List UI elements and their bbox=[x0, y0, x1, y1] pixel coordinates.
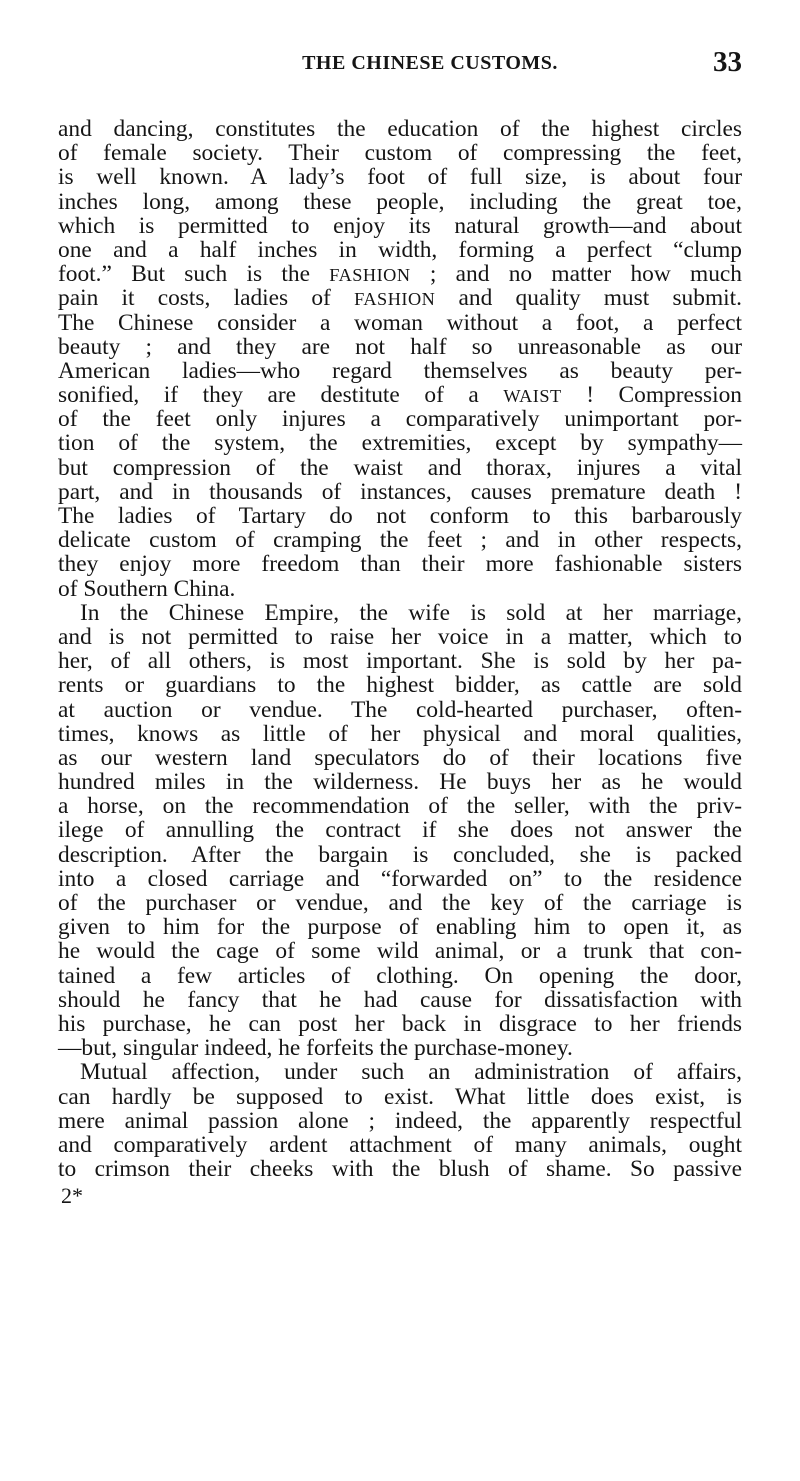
text-line: of the purchaser or vendue, and the key of the carriage is bbox=[58, 890, 742, 916]
text-line: hundred miles in the wilderness. He buys her as he would bbox=[58, 769, 742, 796]
text-line: a horse, on the recommendation of the seller, with the priv- bbox=[58, 793, 742, 820]
text-line: one and a half inches in width, forming a perfect “clump bbox=[58, 236, 742, 263]
text-line: times, knows as little of her physical and moral qualities, bbox=[58, 720, 742, 747]
text-line: part, and in thousands of instances, causes premature death ! bbox=[58, 478, 742, 505]
text-line: —but, singular indeed, he forfeits the purchase-money. bbox=[58, 1035, 573, 1062]
text-line: inches long, among these people, including the great toe, bbox=[58, 188, 742, 215]
text-line: Mutual affection, under such an administration of affairs, bbox=[80, 1059, 742, 1086]
text-line: should he fancy that he had cause for dissatisfaction with bbox=[58, 986, 742, 1013]
text-line: delicate custom of cramping the feet ; and in other respects, bbox=[58, 527, 742, 554]
text-line: ilege of annulling the contract if she does not answer the bbox=[58, 817, 742, 844]
text-line: her, of all others, is most important. She is sold by her pa- bbox=[58, 648, 742, 675]
text-line: can hardly be supposed to exist. What little does exist, is bbox=[58, 1083, 742, 1110]
text-line: of female society. Their custom of compressing the feet, bbox=[58, 140, 742, 167]
text-line: to crimson their cheeks with the blush of shame. So passive bbox=[58, 1156, 742, 1183]
text-line: American ladies—who regard themselves as beauty per- bbox=[58, 357, 742, 384]
text-line: at auction or vendue. The cold-hearted purchaser, often- bbox=[58, 696, 742, 723]
text-line: and dancing, constitutes the education of the highest circles bbox=[58, 116, 742, 142]
text-line: as our western land speculators do of their locations five bbox=[58, 744, 742, 771]
text-line: In the Chinese Empire, the wife is sold at her marriage, bbox=[80, 599, 742, 626]
text-line: is well known. A lady’s foot of full size, is about four bbox=[58, 164, 742, 191]
text-line: which is permitted to enjoy its natural growth—and about bbox=[58, 212, 742, 239]
text-line: tion of the system, the extremities, except by sympathy— bbox=[58, 430, 742, 457]
text-line: he would the cage of some wild animal, or a trunk that con- bbox=[58, 938, 742, 965]
text-line: The ladies of Tartary do not conform to this barbarously bbox=[58, 503, 742, 529]
text-line: and is not permitted to raise her voice in a matter, which to bbox=[58, 623, 742, 650]
running-title: THE CHINESE CUSTOMS. bbox=[302, 52, 558, 74]
text-line: description. After the bargain is concluded, she is packed bbox=[58, 841, 742, 868]
text-line: and comparatively ardent attachment of many animals, ought bbox=[58, 1131, 742, 1158]
text-line: tained a few articles of clothing. On opening the door, bbox=[58, 962, 742, 989]
text-line: they enjoy more freedom than their more fashionable sisters bbox=[58, 551, 742, 578]
text-line: beauty ; and they are not half so unreasonable as our bbox=[58, 333, 742, 360]
text-line: foot.” But such is the FASHION ; and no matter how much bbox=[58, 261, 742, 288]
text-line: his purchase, he can post her back in disgrace to her friends bbox=[58, 1010, 742, 1037]
running-head bbox=[58, 46, 742, 92]
page-number: 33 bbox=[713, 46, 742, 78]
text-line: The Chinese consider a woman without a foot, a perfect bbox=[58, 309, 742, 336]
text-line: rents or guardians to the highest bidder, as cattle are sold bbox=[58, 672, 742, 699]
signature-mark: 2* bbox=[61, 1183, 83, 1209]
text-line: but compression of the waist and thorax, injures a vital bbox=[58, 454, 742, 481]
text-line: into a closed carriage and “forwarded on” to the residence bbox=[58, 865, 742, 892]
text-line: given to him for the purpose of enabling him to open it, as bbox=[58, 914, 742, 941]
text-line: sonified, if they are destitute of a WAIST ! Compression bbox=[58, 382, 743, 409]
text-line: mere animal passion alone ; indeed, the apparently respectful bbox=[58, 1107, 742, 1134]
text-line: of the feet only injures a comparatively unimportant por- bbox=[58, 406, 742, 433]
body-text bbox=[58, 117, 742, 1181]
text-line: pain it costs, ladies of FASHION and quality must submit. bbox=[58, 285, 742, 312]
text-line: of Southern China. bbox=[58, 575, 236, 602]
book-page bbox=[58, 46, 743, 1472]
